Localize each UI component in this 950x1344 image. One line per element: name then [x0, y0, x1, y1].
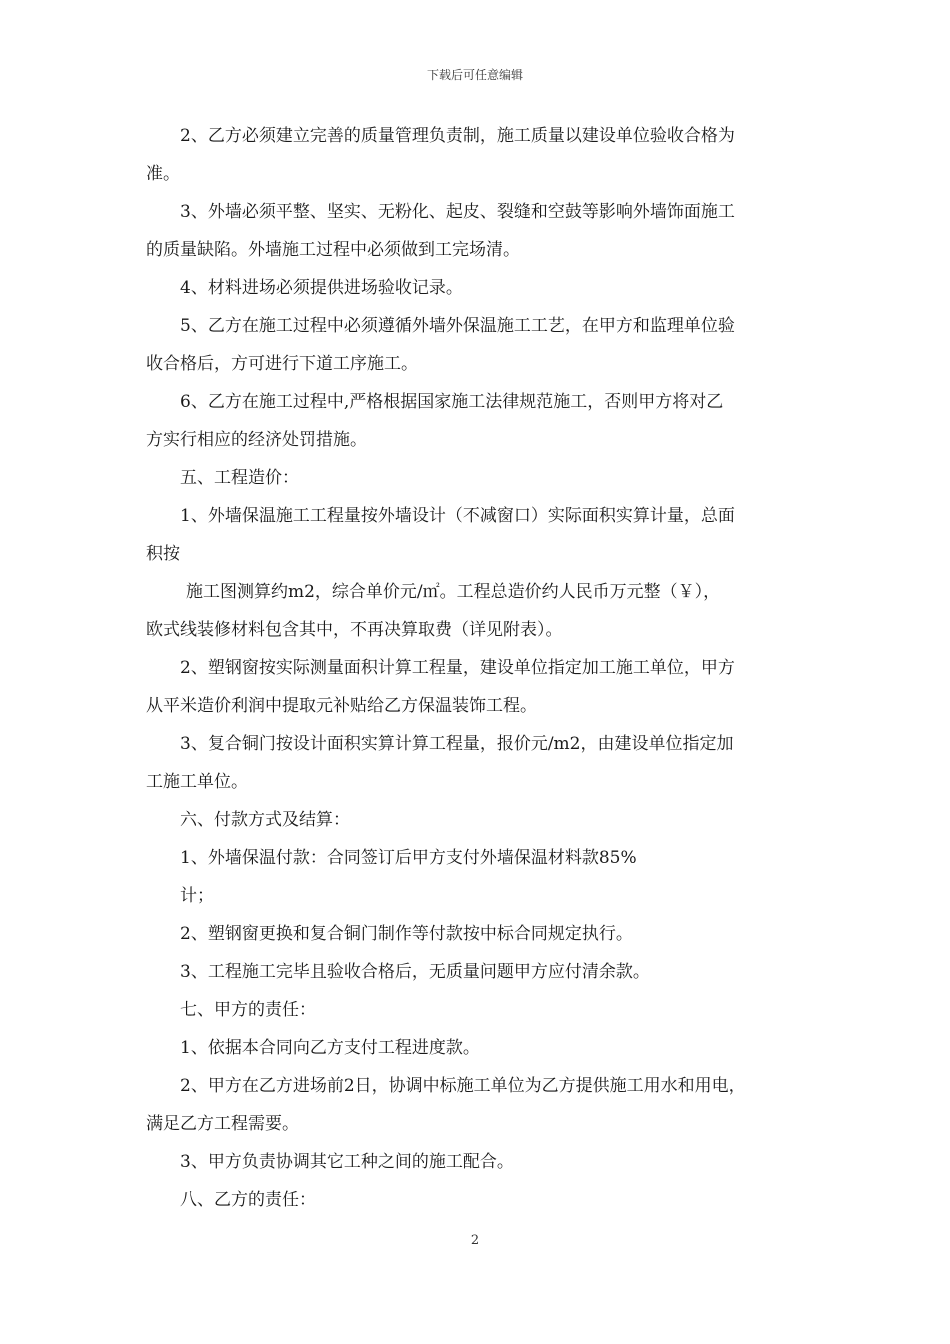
text-line: 从平米造价利润中提取元补贴给乙方保温装饰工程。	[146, 696, 537, 716]
text-line: 施工图测算约m2，综合单价元/㎡。工程总造价约人民币万元整（￥），	[186, 582, 721, 602]
text-line: 2、塑钢窗更换和复合铜门制作等付款按中标合同规定执行。	[180, 924, 633, 944]
section-heading: 五、工程造价：	[180, 468, 299, 488]
text-line: 积按	[146, 544, 180, 564]
text-line: 5、乙方在施工过程中必须遵循外墙外保温施工工艺，在甲方和监理单位验	[180, 316, 735, 336]
text-line: 收合格后，方可进行下道工序施工。	[146, 354, 418, 374]
text-line: 4、材料进场必须提供进场验收记录。	[180, 278, 463, 298]
page-header-note: 下载后可任意编辑	[426, 68, 523, 82]
text-line: 3、外墙必须平整、坚实、无粉化、起皮、裂缝和空鼓等影响外墙饰面施工	[180, 202, 735, 222]
text-line: 满足乙方工程需要。	[146, 1114, 299, 1134]
text-line: 3、复合铜门按设计面积实算计算工程量，报价元/m2，由建设单位指定加	[180, 734, 734, 754]
section-heading: 七、甲方的责任：	[180, 1000, 316, 1020]
text-line: 2、塑钢窗按实际测量面积计算工程量，建设单位指定加工施工单位，甲方	[180, 658, 735, 678]
section-heading: 六、付款方式及结算：	[180, 810, 350, 830]
text-line: 1、外墙保温施工工程量按外墙设计（不减窗口）实际面积实算计量，总面	[180, 506, 735, 526]
text-line: 计；	[180, 886, 214, 906]
text-line: 工施工单位。	[146, 772, 248, 792]
text-line: 欧式线装修材料包含其中，不再决算取费（详见附表）。	[146, 620, 563, 640]
text-line: 6、乙方在施工过程中,严格根据国家施工法律规范施工，否则甲方将对乙	[180, 392, 724, 412]
text-line: 1、外墙保温付款：合同签订后甲方支付外墙保温材料款85%	[180, 848, 637, 868]
text-line: 2、乙方必须建立完善的质量管理负责制，施工质量以建设单位验收合格为	[180, 126, 735, 146]
text-line: 的质量缺陷。外墙施工过程中必须做到工完场清。	[146, 240, 520, 260]
section-heading: 八、乙方的责任：	[180, 1190, 316, 1210]
page-number: 2	[470, 1233, 480, 1248]
text-line: 3、甲方负责协调其它工种之间的施工配合。	[180, 1152, 514, 1172]
text-line: 2、甲方在乙方进场前2日，协调中标施工单位为乙方提供施工用水和用电，	[180, 1076, 746, 1096]
text-line: 方实行相应的经济处罚措施。	[146, 430, 367, 450]
text-line: 3、工程施工完毕且验收合格后，无质量问题甲方应付清余款。	[180, 962, 650, 982]
text-line: 准。	[146, 164, 180, 184]
text-line: 1、依据本合同向乙方支付工程进度款。	[180, 1038, 480, 1058]
